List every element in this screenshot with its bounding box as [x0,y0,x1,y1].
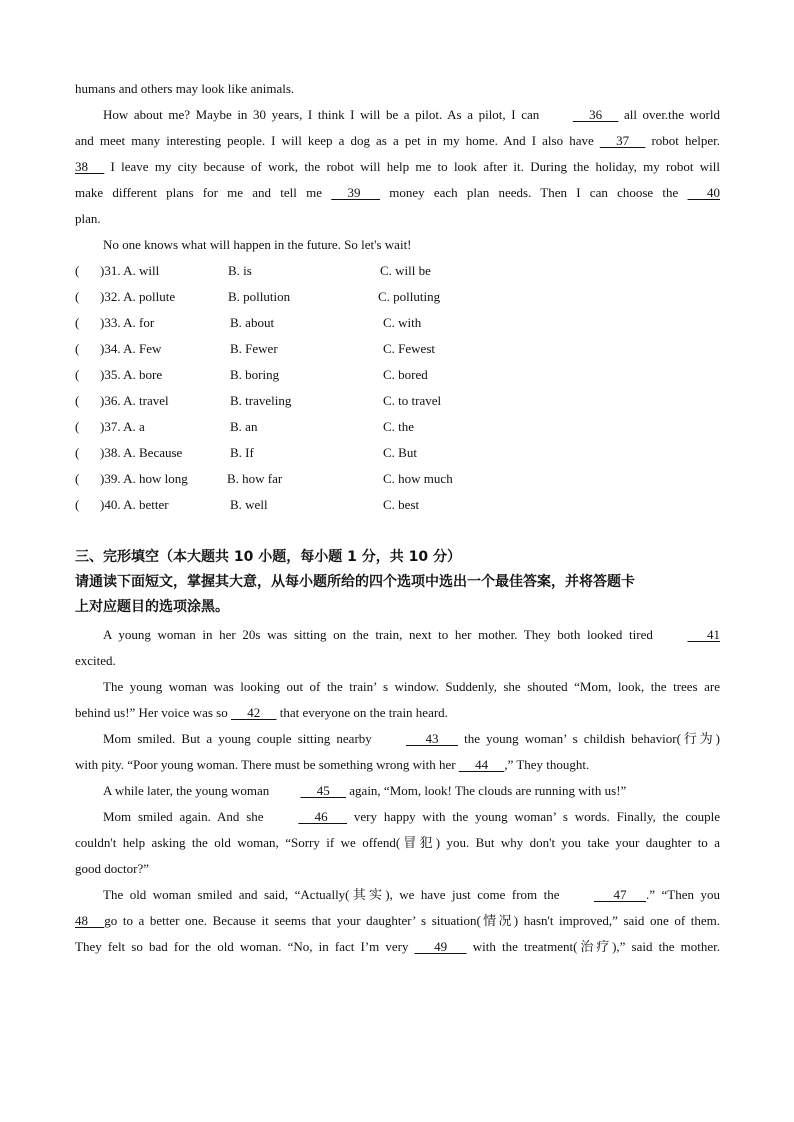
option-b[interactable]: B. well [230,497,268,512]
option-b[interactable]: B. traveling [230,393,292,408]
blank-42[interactable]: 42 [230,705,277,720]
blank-45[interactable]: 45 [300,783,347,798]
blank-48[interactable]: 48 [75,913,105,928]
option-a[interactable]: )39. A. how long [100,471,188,486]
blank-41[interactable]: 41 [687,627,720,642]
option-a[interactable]: )38. A. Because [100,445,183,460]
blank-46[interactable]: 46 [298,809,348,824]
answer-paren[interactable]: ( [75,341,80,356]
passage-line: 38 I leave my city because of work, the robot will help me to look after it. During the holiday, my robot will [75,159,720,174]
blank-40[interactable]: 40 [687,185,721,200]
answer-paren[interactable]: ( [75,497,80,512]
story-line: 48 go to a better one. Because it seems that your daughter’ s situation(情况) hasn't improved,” said one of them. [75,913,720,928]
story-line: excited. [75,653,116,668]
blank-49[interactable]: 49 [414,939,467,954]
story-line: A young woman in her 20s was sitting on the train, next to her mother. They both looked tired 41 [103,627,720,642]
option-row-40 [75,496,575,514]
option-b[interactable]: B. an [230,419,258,434]
option-a[interactable]: )37. A. a [100,419,145,434]
passage-line: make different plans for me and tell me 39 money each plan needs. Then I can choose the 40 [75,185,721,200]
option-b[interactable]: B. is [228,263,252,278]
story-line: couldn't help asking the old woman, “Sorry if we offend(冒犯) you. But why don't you take your daughter to a [75,835,720,850]
option-c[interactable]: C. the [383,419,415,434]
option-a[interactable]: )34. A. Few [100,341,162,356]
option-row-32 [75,288,575,306]
passage-line: How about me? Maybe in 30 years, I think I will be a pilot. As a pilot, I can 36 all over.the world [103,107,720,122]
option-row-35 [75,366,575,384]
section-instructions: 请通读下面短文，掌握其大意，从每小题所给的四个选项中选出一个最佳答案，并将答题卡 [75,574,635,590]
option-c[interactable]: C. Fewest [383,341,435,356]
option-a[interactable]: )35. A. bore [100,367,163,382]
answer-paren[interactable]: ( [75,263,80,278]
blank-47[interactable]: 47 [594,887,647,902]
section-instructions: 上对应题目的选项涂黑。 [75,599,229,615]
option-c[interactable]: C. to travel [383,393,442,408]
option-b[interactable]: B. Fewer [230,341,278,356]
passage-line: humans and others may look like animals. [75,81,295,96]
story-line: The old woman smiled and said, “Actually(其实), we have just come from the 47 .” “Then you [103,887,720,902]
option-c[interactable]: C. But [383,445,417,460]
option-a[interactable]: )40. A. better [100,497,169,512]
option-b[interactable]: B. If [230,445,254,460]
story-line: Mom smiled. But a young couple sitting nearby 43 the young woman’ s childish behavior(行为) [103,731,720,746]
story-line: with pity. “Poor young woman. There must be something wrong with her 44 ,” They thought. [75,757,590,772]
answer-paren[interactable]: ( [75,419,80,434]
story-line: behind us!” Her voice was so 42 that everyone on the train heard. [75,705,448,720]
answer-paren[interactable]: ( [75,471,80,486]
option-row-38 [75,444,575,462]
blank-39[interactable]: 39 [331,185,380,200]
option-b[interactable]: B. about [230,315,275,330]
story-line: A while later, the young woman 45 again, “Mom, look! The clouds are running with us!” [103,783,627,798]
blank-37[interactable]: 37 [599,133,646,148]
option-c[interactable]: C. how much [383,471,453,486]
option-b[interactable]: B. pollution [228,289,291,304]
story-line: good doctor?” [75,861,150,876]
story-line: They felt so bad for the old woman. “No, in fact I’m very 49 with the treatment(治疗),” said the mother. [75,939,721,954]
option-row-33 [75,314,575,332]
answer-paren[interactable]: ( [75,393,80,408]
option-a[interactable]: )31. A. will [100,263,160,278]
answer-paren[interactable]: ( [75,367,80,382]
option-b[interactable]: B. boring [230,367,280,382]
blank-38[interactable]: 38 [75,159,105,174]
option-c[interactable]: C. polluting [378,289,441,304]
option-row-34 [75,340,575,358]
passage-line: plan. [75,211,101,226]
section-title: 三、完形填空（本大题共 10 小题，每小题 1 分，共 10 分） [75,549,461,565]
option-row-36 [75,392,575,410]
option-c[interactable]: C. will be [380,263,431,278]
blank-44[interactable]: 44 [458,757,505,772]
option-row-31 [75,262,575,280]
option-a[interactable]: )33. A. for [100,315,155,330]
option-c[interactable]: C. best [383,497,420,512]
blank-43[interactable]: 43 [405,731,458,746]
answer-paren[interactable]: ( [75,315,80,330]
answer-paren[interactable]: ( [75,445,80,460]
story-line: The young woman was looking out of the train’ s window. Suddenly, she shouted “Mom, look, the trees are [103,679,720,694]
option-row-39 [75,470,575,488]
option-b[interactable]: B. how far [227,471,283,486]
option-a[interactable]: )36. A. travel [100,393,169,408]
option-c[interactable]: C. with [383,315,422,330]
option-c[interactable]: C. bored [383,367,428,382]
option-row-37 [75,418,575,436]
story-line: Mom smiled again. And she 46 very happy with the young woman’ s words. Finally, the couple [103,809,720,824]
option-a[interactable]: )32. A. pollute [100,289,176,304]
blank-36[interactable]: 36 [572,107,619,122]
answer-paren[interactable]: ( [75,289,80,304]
passage-line: No one knows what will happen in the future. So let's wait! [103,237,412,252]
passage-line: and meet many interesting people. I will keep a dog as a pet in my home. And I also have 37 robot helper. [75,133,720,148]
